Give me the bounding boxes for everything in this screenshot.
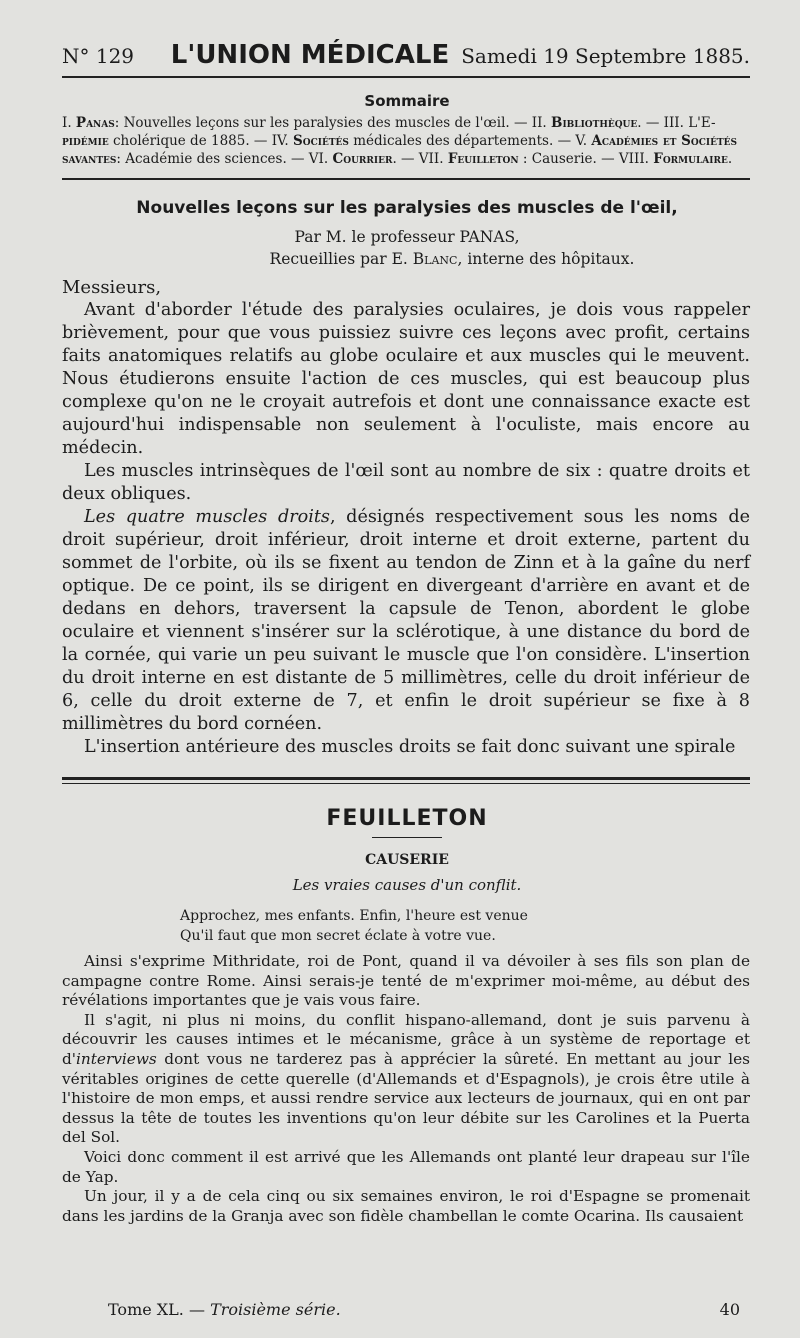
paragraph: L'insertion antérieure des muscles droits se fait donc suivant une spirale — [84, 737, 736, 757]
paragraph: Ainsi s'exprime Mithridate, roi de Pont, quand il va dévoiler à ses fils son plan de campagne contre Rome. Ainsi serais-je tenté de m'exprimer moi-même, au début des révélations importantes que je vais vous faire. — [62, 952, 750, 1010]
article-author: Par M. le professeur PANAS, — [294, 228, 520, 246]
volume-info: Tome XL. — Troisième série. — [108, 1300, 341, 1319]
divider — [372, 837, 442, 838]
causerie-subtitle: Les vraies causes d'un conflit. — [292, 876, 522, 894]
article-title: Nouvelles leçons sur les paralysies des muscles de l'œil, — [136, 198, 678, 218]
issue-date: Samedi 19 Septembre 1885. — [461, 44, 750, 68]
feuilleton-body — [62, 952, 750, 1226]
issue-number: N° 129 — [62, 44, 135, 68]
page-number: 40 — [719, 1300, 740, 1319]
article-body — [62, 276, 750, 759]
page-footer — [108, 1300, 740, 1319]
divider — [62, 777, 750, 780]
paragraph: Il s'agit, ni plus ni moins, du conflit hispano-allemand, dont je suis parvenu à découvrir les causes intimes et le mécanisme, grâce à un système de reportage et d'interviews dont vous ne tarderez pas à apprécier la sûreté. En mettant au jour les véritables origines de cette querelle (d'Allemands et d'Espagnols), je crois être utile à l'histoire de mon emps, et aussi rendre service aux lecteurs de journaux, qui en ont par dessus la tête de toutes les inventions qu'on leur débite sur les Carolines et la Puerta del Sol. — [62, 1010, 750, 1147]
salutation: Messieurs, — [62, 277, 162, 298]
article-recorder: Recueillies par E. Blanc, interne des hôpitaux. — [269, 250, 635, 268]
sommaire-heading: Sommaire — [364, 92, 450, 110]
epigraph: Approchez, mes enfants. Enfin, l'heure est venue Qu'il faut que mon secret éclate à votre vue. — [180, 908, 528, 944]
journal-title: L'UNION MÉDICALE — [170, 40, 450, 70]
paragraph: Voici donc comment il est arrivé que les Allemands ont planté leur drapeau sur l'île de Yap. — [62, 1147, 750, 1186]
paragraph: Les quatre muscles droits, désignés respectivement sous les noms de droit supérieur, droit inférieur, droit interne et droit externe, partent du sommet de l'orbite, où ils se fixent au tendon de Zinn et à la gaîne du nerf optique. De ce point, ils se dirigent en divergeant d'arrière en avant et de dedans en dehors, traversent la capsule de Tenon, abordent le globe oculaire et viennent s'insérer sur la sclérotique, à une distance du bord de la cornée, qui varie un peu suivant le muscle que l'on considère. L'insertion du droit interne en est distante de 5 millimètres, celle du droit inférieur de 6, celle du droit externe de 7, et enfin le droit supérieur se fixe à 8 millimètres du bord cornéen. — [62, 507, 750, 734]
page-header — [62, 40, 750, 78]
paragraph: Les muscles intrinsèques de l'œil sont au nombre de six : quatre droits et deux obliques. — [62, 461, 750, 504]
causerie-heading: CAUSERIE — [365, 852, 449, 868]
sommaire-text: I. Panas: Nouvelles leçons sur les paralysies des muscles de l'œil. — II. Bibliothèque. — III. L'E- pidémie cholérique de 1885. — IV. Sociétés médicales des départements. — V. Académies et Sociétés savantes: Académie des sciences. — VI. Courrier. — VII. Feuilleton : Causerie. — VIII. Formulaire. — [62, 115, 737, 167]
paragraph: Un jour, il y a de cela cinq ou six semaines environ, le roi d'Espagne se promenait dans les jardins de la Granja avec son fidèle chambellan le comte Ocarina. Ils causaient — [62, 1187, 750, 1225]
divider — [62, 783, 750, 784]
divider — [62, 178, 750, 180]
feuilleton-heading: FEUILLETON — [326, 806, 488, 831]
paragraph: Avant d'aborder l'étude des paralysies oculaires, je dois vous rappeler brièvement, pour que vous puissiez suivre ces leçons avec profit, certains faits anatomiques relatifs au globe oculaire et aux muscles qui le meuvent. Nous étudierons ensuite l'action de ces muscles, qui est beaucoup plus complexe qu'on ne le croyait autrefois et dont une connaissance exacte est aujourd'hui indispensable non seulement à l'oculiste, mais encore au médecin. — [62, 300, 750, 458]
